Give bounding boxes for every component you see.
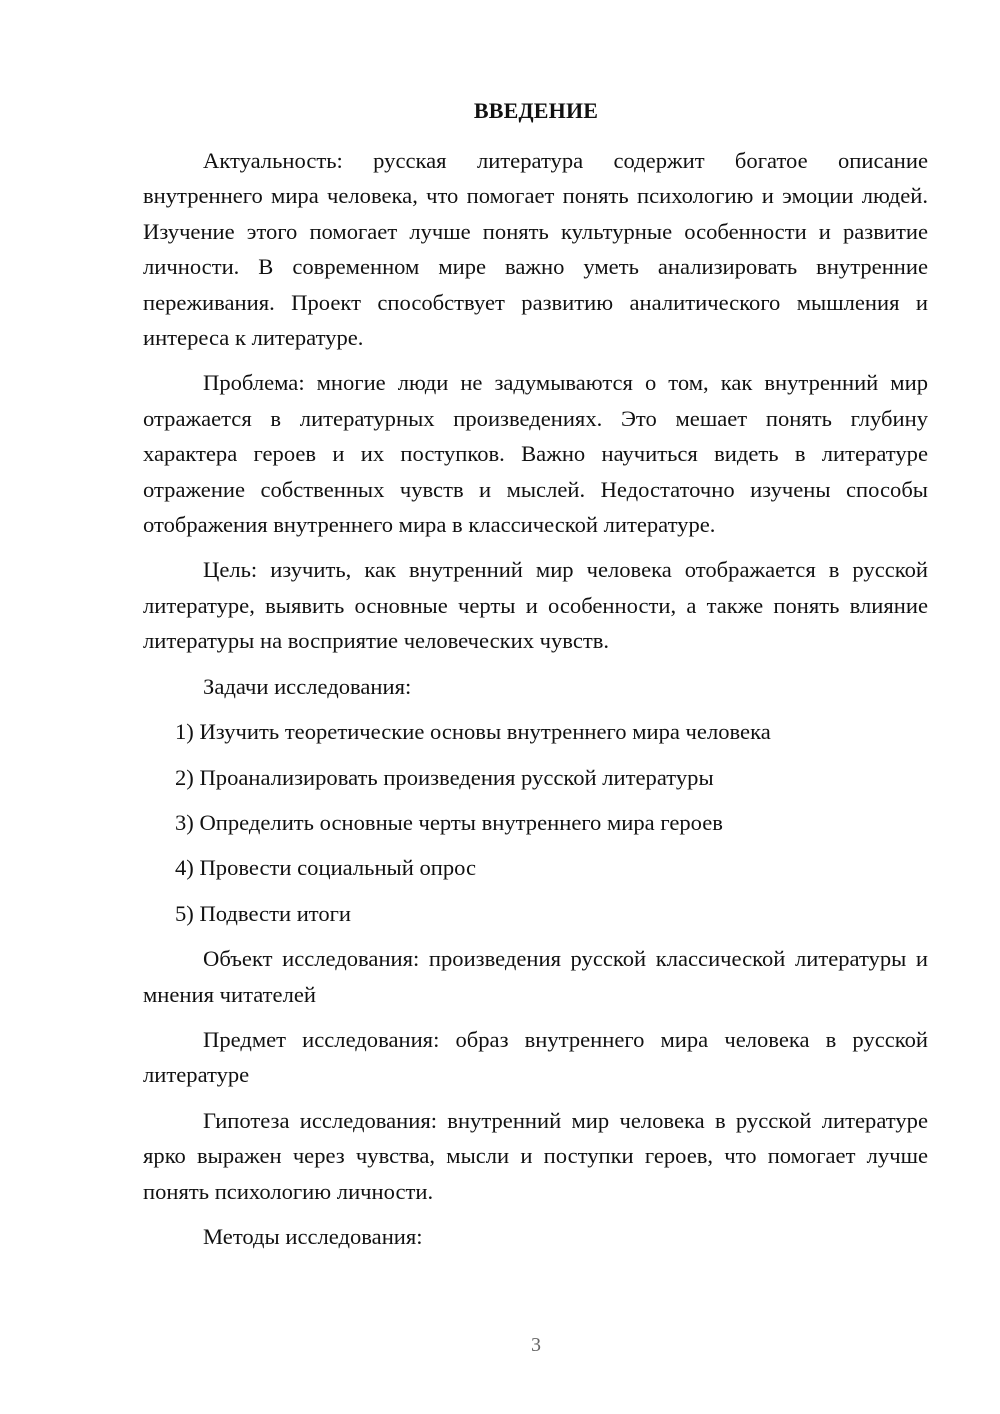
task-item-1: 1) Изучить теоретические основы внутреннего мира человека [175,719,771,745]
section-title: ВВЕДЕНИЕ [473,98,599,123]
task-item-4: 4) Провести социальный опрос [175,855,477,881]
task-item-2: 2) Проанализировать произведения русской литературы [175,764,714,790]
subject-paragraph: Предмет исследования: образ внутреннего мира человека в русской литературе [143,1026,928,1088]
page-number: 3 [531,1334,541,1356]
tasks-heading: Задачи исследования: [203,673,412,699]
task-item-5: 5) Подвести итоги [175,900,352,926]
tasks-list [143,714,928,931]
object-paragraph: Объект исследования: произведения русской классической литературы и мнения читателей [143,946,928,1007]
hypothesis-paragraph: Гипотеза исследования: внутренний мир человека в русской литературе ярко выражен через чувства, мысли и поступки героев, что помогает лучше понять психологию личности. [143,1107,928,1204]
methods-heading: Методы исследования: [203,1223,423,1249]
goal-paragraph: Цель: изучить, как внутренний мир человека отображается в русской литературе, выявить основные черты и особенности, а также понять влияние литературы на восприятие человеческих чувств. [143,557,928,654]
relevance-paragraph: Актуальность: русская литература содержит богатое описание внутреннего мира человека, что помогает понять психологию и эмоции людей. Изучение этого помогает лучше понять культурные особенности и развитие личности. В современном мире важно уметь анализировать внутренние переживания. Проект способствует развитию аналитического мышления и интереса к литературе. [143,148,928,351]
task-item-3: 3) Определить основные черты внутреннего мира героев [175,809,723,835]
problem-paragraph: Проблема: многие люди не задумываются о том, как внутренний мир отражается в литературных произведениях. Это мешает понять глубину характера героев и их поступков. Важно научиться видеть в литературе отражение собственных чувств и мыслей. Недостаточно изучены способы отображения внутреннего мира в классической литературе. [143,370,928,538]
document-body [143,143,928,1264]
